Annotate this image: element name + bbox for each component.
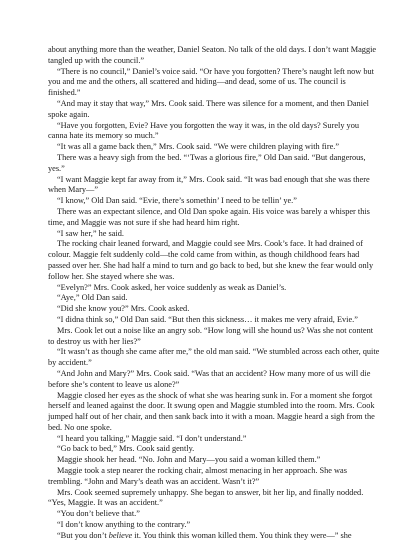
paragraph: “Go back to bed,” Mrs. Cook said gently. xyxy=(57,444,195,454)
paragraph: about anything more than the weather, Daniel Seaton. No talk of the old days. I don’t want Maggie tangled up with the council.” xyxy=(48,45,377,65)
paragraph: Maggie closed her eyes as the shock of what she was hearing sunk in. For a moment she forgot herself and leaned against the door. It swung open and Maggie stumbled into the room. Mrs. Cook jumped half out of her chair, and then sank back into it with a moan. Maggie heard a sigh from the bed. No one spoke. xyxy=(48,390,375,432)
paragraph: Maggie took a step nearer the rocking chair, almost menacing in her approach. She was trembling. “John and Mary’s death was an accident. Wasn’t it?” xyxy=(48,466,347,486)
paragraph: “I don’t know anything to the contrary.” xyxy=(57,520,191,530)
emphasized-word: believe xyxy=(108,530,133,540)
paragraph: Mrs. Cook let out a noise like an angry sob. “How long will she hound us? Was she not content to destroy us with her lies?” xyxy=(48,325,374,346)
paragraph: “I want Maggie kept far away from it,” Mrs. Cook said. “It was bad enough that she was there when Mary—” xyxy=(48,174,370,195)
text-run: “But you don’t xyxy=(57,530,109,540)
paragraph: Mrs. Cook seemed supremely unhappy. She began to answer, bit her lip, and finally nodded. “Yes, Maggie. It was an accident.” xyxy=(48,487,364,508)
paragraph: “I saw her,” he said. xyxy=(57,228,124,238)
paragraph: “It wasn’t as though she came after me,” the old man said. “We stumbled across each other, quite by accident.” xyxy=(48,347,380,368)
body-text xyxy=(48,45,380,542)
paragraph: “I didna think so,” Old Dan said. “But then this sickness… it makes me very afraid, Evie.” xyxy=(57,314,358,324)
paragraph: “It was all a game back then,” Mrs. Cook said. “We were children playing with fire.” xyxy=(57,142,340,152)
paragraph: “Aye,” Old Dan said. xyxy=(57,293,128,303)
paragraph: “And John and Mary?” Mrs. Cook said. “Was that an accident? How many more of us will die before she’s content to leave us alone?” xyxy=(48,368,371,389)
paragraph: “I heard you talking,” Maggie said. “I don’t understand.” xyxy=(57,433,247,443)
paragraph: “I know,” Old Dan said. “Evie, there’s somethin’ I need to be tellin’ ye.” xyxy=(57,196,297,206)
paragraph: “Have you forgotten, Evie? Have you forgotten the way it was, in the old days? Surely you canna hate its memory so much.” xyxy=(48,120,359,141)
paragraph: There was an expectant silence, and Old Dan spoke again. His voice was barely a whisper this time, and Maggie was not sure if she had heard him right. xyxy=(48,206,370,227)
paragraph: “Did she know you?” Mrs. Cook asked. xyxy=(57,304,190,314)
paragraph: “And may it stay that way,” Mrs. Cook said. There was silence for a moment, and then Daniel spoke again. xyxy=(48,98,369,119)
paragraph: “You don’t believe that.” xyxy=(57,509,140,519)
paragraph: There was a heavy sigh from the bed. “‘Twas a glorious fire,” Old Dan said. “But dangerous, yes.” xyxy=(48,152,366,173)
text-run: it. You think this woman killed them. You think they were—” she xyxy=(132,530,352,540)
paragraph: “Evelyn?” Mrs. Cook asked, her voice suddenly as weak as Daniel’s. xyxy=(57,282,287,292)
paragraph: “There is no council,” Daniel’s voice said. “Or have you forgotten? There’s naught left now but you and me and the others, all scattered and hiding—and dead, some of us. The council is finished.” xyxy=(48,66,374,98)
paragraph: The rocking chair leaned forward, and Maggie could see Mrs. Cook’s face. It had drained of colour. Maggie felt suddenly cold—the cold came from within, as though childhood fears had passed over her. She had half a mind to turn and go back to bed, but she knew the fear would only follow her. She stayed where she was. xyxy=(48,239,374,281)
paragraph-last xyxy=(48,531,380,542)
paragraph: Maggie shook her head. “No. John and Mary—you said a woman killed them.” xyxy=(57,455,321,465)
